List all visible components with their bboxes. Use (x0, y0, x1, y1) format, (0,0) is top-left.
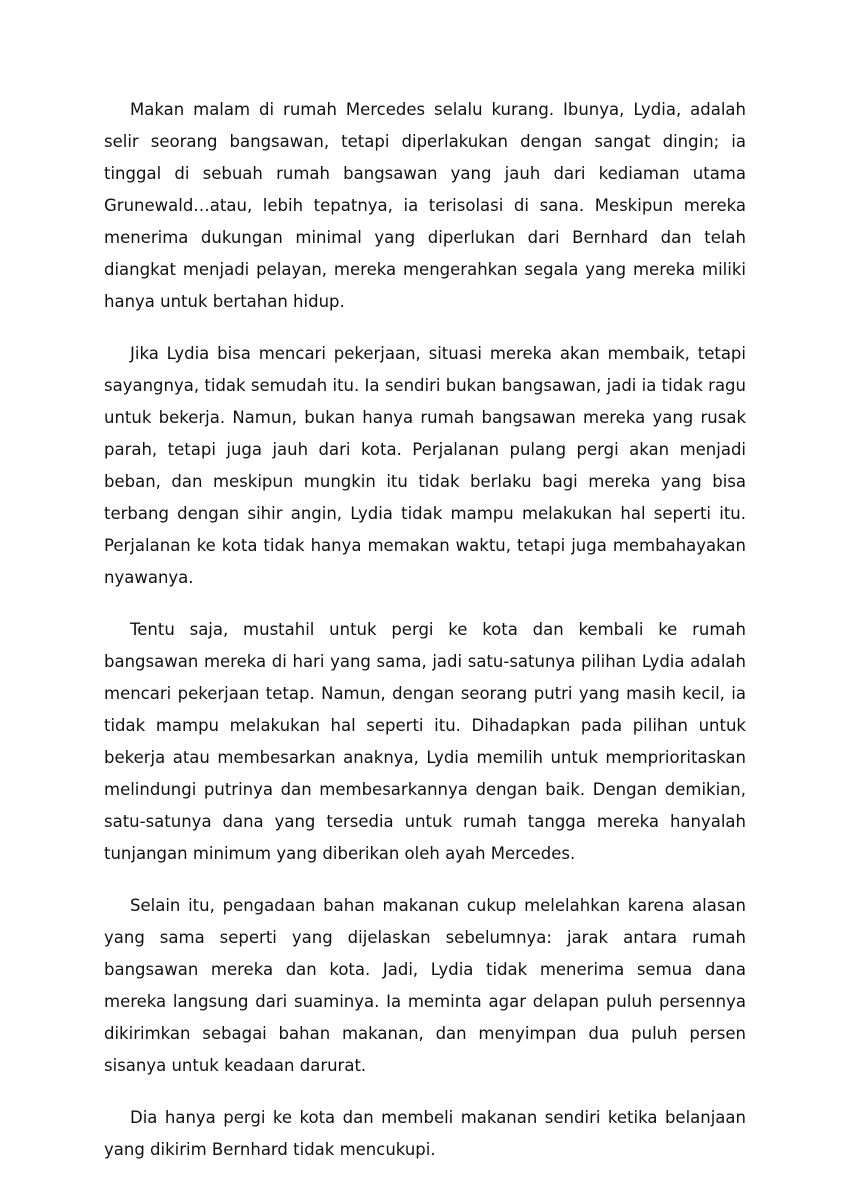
document-body (104, 94, 746, 1166)
paragraph: Makan malam di rumah Mercedes selalu kurang. Ibunya, Lydia, adalah selir seorang bangsawan, tetapi diperlakukan dengan sangat dingin; ia tinggal di sebuah rumah bangsawan yang jauh dari kediaman utama Grunewald…atau, lebih tepatnya, ia terisolasi di sana. Meskipun mereka menerima dukungan minimal yang diperlukan dari Bernhard dan telah diangkat menjadi pelayan, mereka mengerahkan segala yang mereka miliki hanya untuk bertahan hidup. (104, 100, 746, 311)
paragraph: Tentu saja, mustahil untuk pergi ke kota dan kembali ke rumah bangsawan mereka di hari yang sama, jadi satu-satunya pilihan Lydia adalah mencari pekerjaan tetap. Namun, dengan seorang putri yang masih kecil, ia tidak mampu melakukan hal seperti itu. Dihadapkan pada pilihan untuk bekerja atau membesarkan anaknya, Lydia memilih untuk memprioritaskan melindungi putrinya dan membesarkannya dengan baik. Dengan demikian, satu-satunya dana yang tersedia untuk rumah tangga mereka hanyalah tunjangan minimum yang diberikan oleh ayah Mercedes. (104, 620, 746, 863)
paragraph: Dia hanya pergi ke kota dan membeli makanan sendiri ketika belanjaan yang dikirim Bernhard tidak mencukupi. (104, 1108, 746, 1159)
paragraph: Selain itu, pengadaan bahan makanan cukup melelahkan karena alasan yang sama seperti yang dijelaskan sebelumnya: jarak antara rumah bangsawan mereka dan kota. Jadi, Lydia tidak menerima semua dana mereka langsung dari suaminya. Ia meminta agar delapan puluh persennya dikirimkan sebagai bahan makanan, dan menyimpan dua puluh persen sisanya untuk keadaan darurat. (104, 896, 746, 1075)
paragraph: Jika Lydia bisa mencari pekerjaan, situasi mereka akan membaik, tetapi sayangnya, tidak semudah itu. Ia sendiri bukan bangsawan, jadi ia tidak ragu untuk bekerja. Namun, bukan hanya rumah bangsawan mereka yang rusak parah, tetapi juga jauh dari kota. Perjalanan pulang pergi akan menjadi beban, dan meskipun mungkin itu tidak berlaku bagi mereka yang bisa terbang dengan sihir angin, Lydia tidak mampu melakukan hal seperti itu. Perjalanan ke kota tidak hanya memakan waktu, tetapi juga membahayakan nyawanya. (104, 344, 746, 587)
